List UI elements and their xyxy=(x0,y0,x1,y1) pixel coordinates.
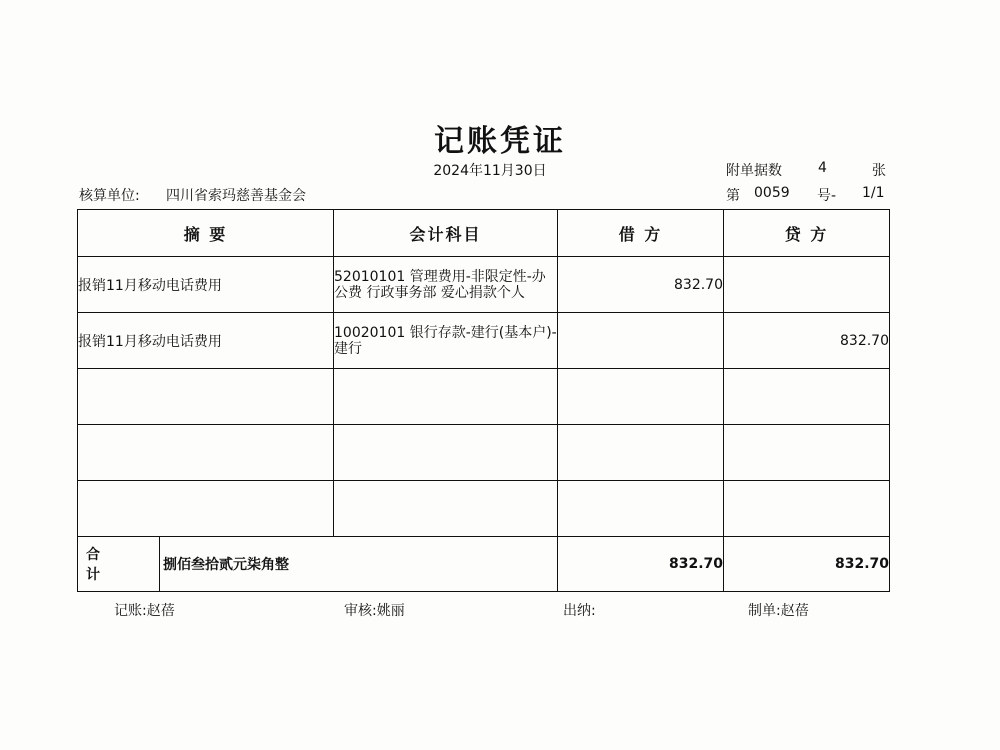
footer-reviewer: 审核:姚丽 xyxy=(344,603,405,619)
attachments-unit: 张 xyxy=(872,163,886,179)
row-account xyxy=(334,425,558,481)
voucher-page: 1/1 xyxy=(862,185,885,201)
voucher-title: 记账凭证 xyxy=(434,124,566,159)
row-debit xyxy=(558,425,724,481)
row-summary xyxy=(78,425,334,481)
voucher-no-suffix: 号- xyxy=(817,188,837,204)
footer-bookkeeper: 记账:赵蓓 xyxy=(114,603,175,619)
row-summary xyxy=(78,369,334,425)
row-summary: 报销11月移动电话费用 xyxy=(78,313,334,369)
total-label-cell xyxy=(78,537,558,592)
total-label: 合 计 xyxy=(78,537,160,591)
total-row xyxy=(78,537,890,592)
voucher-date: 2024年11月30日 xyxy=(433,163,547,179)
footer-preparer: 制单:赵蓓 xyxy=(748,603,809,619)
table-row xyxy=(78,313,890,369)
row-account: 10020101 银行存款-建行(基本户)-建行 xyxy=(334,313,558,369)
row-debit xyxy=(558,369,724,425)
row-credit: 832.70 xyxy=(724,313,890,369)
unit-label: 核算单位: xyxy=(79,188,140,204)
attachments-label: 附单据数 xyxy=(726,163,782,179)
total-amount-in-words: 捌佰叁拾贰元柒角整 xyxy=(163,557,289,573)
row-credit xyxy=(724,425,890,481)
row-credit xyxy=(724,257,890,313)
row-account: 52010101 管理费用-非限定性-办公费 行政事务部 爱心捐款个人 xyxy=(334,257,558,313)
voucher-table xyxy=(77,209,890,592)
row-debit xyxy=(558,313,724,369)
header-credit: 贷 方 xyxy=(724,210,890,257)
header-debit: 借 方 xyxy=(558,210,724,257)
total-credit: 832.70 xyxy=(724,537,890,592)
voucher-number: 0059 xyxy=(754,185,790,201)
unit-name: 四川省索玛慈善基金会 xyxy=(166,188,306,204)
row-summary xyxy=(78,481,334,537)
table-row xyxy=(78,481,890,537)
voucher-no-prefix: 第 xyxy=(726,188,740,204)
row-debit: 832.70 xyxy=(558,257,724,313)
row-debit xyxy=(558,481,724,537)
row-account xyxy=(334,369,558,425)
footer-cashier: 出纳: xyxy=(563,603,596,619)
total-debit: 832.70 xyxy=(558,537,724,592)
attachments-count: 4 xyxy=(818,160,827,176)
table-header-row xyxy=(78,210,890,257)
table-row xyxy=(78,369,890,425)
table-row xyxy=(78,425,890,481)
table-row xyxy=(78,257,890,313)
row-credit xyxy=(724,481,890,537)
row-summary: 报销11月移动电话费用 xyxy=(78,257,334,313)
header-summary: 摘 要 xyxy=(78,210,334,257)
header-account: 会计科目 xyxy=(334,210,558,257)
row-account xyxy=(334,481,558,537)
row-credit xyxy=(724,369,890,425)
